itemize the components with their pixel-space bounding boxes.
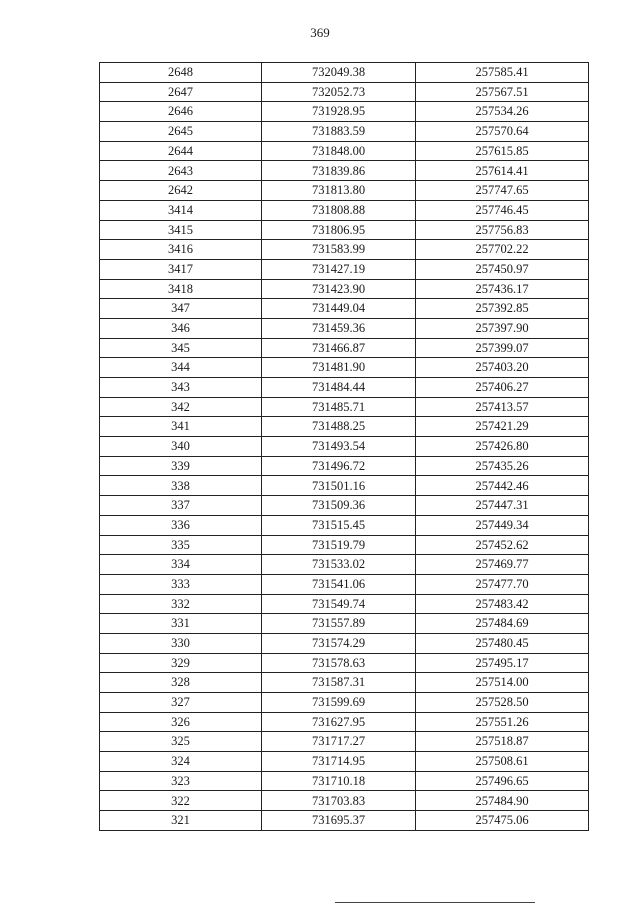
- x-coordinate-cell: 731501.16: [262, 476, 416, 496]
- x-coordinate-cell: 731839.86: [262, 161, 416, 181]
- y-coordinate-cell: 257483.42: [416, 594, 589, 614]
- table-row: [100, 141, 589, 161]
- y-coordinate-cell: 257496.65: [416, 771, 589, 791]
- point-id-cell: 324: [100, 752, 262, 772]
- table-row: [100, 82, 589, 102]
- x-coordinate-cell: 732049.38: [262, 63, 416, 83]
- point-id-cell: 344: [100, 358, 262, 378]
- y-coordinate-cell: 257484.69: [416, 614, 589, 634]
- point-id-cell: 2647: [100, 82, 262, 102]
- table-row: [100, 752, 589, 772]
- point-id-cell: 326: [100, 712, 262, 732]
- point-id-cell: 2645: [100, 122, 262, 142]
- y-coordinate-cell: 257518.87: [416, 732, 589, 752]
- x-coordinate-cell: 731578.63: [262, 653, 416, 673]
- table-row: [100, 633, 589, 653]
- footer-rule: [335, 902, 535, 903]
- table-row: [100, 791, 589, 811]
- point-id-cell: 3417: [100, 259, 262, 279]
- y-coordinate-cell: 257421.29: [416, 417, 589, 437]
- y-coordinate-cell: 257397.90: [416, 318, 589, 338]
- table-row: [100, 102, 589, 122]
- point-id-cell: 334: [100, 555, 262, 575]
- x-coordinate-cell: 731533.02: [262, 555, 416, 575]
- x-coordinate-cell: 731848.00: [262, 141, 416, 161]
- x-coordinate-cell: 731695.37: [262, 811, 416, 831]
- y-coordinate-cell: 257442.46: [416, 476, 589, 496]
- point-id-cell: 323: [100, 771, 262, 791]
- point-id-cell: 345: [100, 338, 262, 358]
- point-id-cell: 2644: [100, 141, 262, 161]
- x-coordinate-cell: 731710.18: [262, 771, 416, 791]
- x-coordinate-cell: 731519.79: [262, 535, 416, 555]
- point-id-cell: 346: [100, 318, 262, 338]
- y-coordinate-cell: 257495.17: [416, 653, 589, 673]
- point-id-cell: 340: [100, 437, 262, 457]
- x-coordinate-cell: 731928.95: [262, 102, 416, 122]
- y-coordinate-cell: 257746.45: [416, 200, 589, 220]
- y-coordinate-cell: 257585.41: [416, 63, 589, 83]
- x-coordinate-cell: 731703.83: [262, 791, 416, 811]
- table-row: [100, 181, 589, 201]
- table-row: [100, 358, 589, 378]
- point-id-cell: 331: [100, 614, 262, 634]
- table-row: [100, 673, 589, 693]
- y-coordinate-cell: 257435.26: [416, 456, 589, 476]
- y-coordinate-cell: 257426.80: [416, 437, 589, 457]
- point-id-cell: 3416: [100, 240, 262, 260]
- y-coordinate-cell: 257534.26: [416, 102, 589, 122]
- point-id-cell: 333: [100, 574, 262, 594]
- y-coordinate-cell: 257756.83: [416, 220, 589, 240]
- point-id-cell: 337: [100, 496, 262, 516]
- x-coordinate-cell: 731496.72: [262, 456, 416, 476]
- table-row: [100, 496, 589, 516]
- x-coordinate-cell: 731587.31: [262, 673, 416, 693]
- point-id-cell: 2648: [100, 63, 262, 83]
- x-coordinate-cell: 731484.44: [262, 378, 416, 398]
- table-row: [100, 712, 589, 732]
- point-id-cell: 341: [100, 417, 262, 437]
- y-coordinate-cell: 257399.07: [416, 338, 589, 358]
- point-id-cell: 330: [100, 633, 262, 653]
- y-coordinate-cell: 257449.34: [416, 515, 589, 535]
- page-number: 369: [310, 25, 330, 40]
- x-coordinate-cell: 731509.36: [262, 496, 416, 516]
- table-row: [100, 220, 589, 240]
- x-coordinate-cell: 731459.36: [262, 318, 416, 338]
- table-row: [100, 161, 589, 181]
- x-coordinate-cell: 731541.06: [262, 574, 416, 594]
- table-row: [100, 318, 589, 338]
- point-id-cell: 3418: [100, 279, 262, 299]
- point-id-cell: 2646: [100, 102, 262, 122]
- table-row: [100, 122, 589, 142]
- table-row: [100, 299, 589, 319]
- table-row: [100, 771, 589, 791]
- coordinates-table-body: [100, 63, 589, 831]
- table-row: [100, 200, 589, 220]
- point-id-cell: 3415: [100, 220, 262, 240]
- y-coordinate-cell: 257614.41: [416, 161, 589, 181]
- point-id-cell: 343: [100, 378, 262, 398]
- table-row: [100, 555, 589, 575]
- x-coordinate-cell: 731808.88: [262, 200, 416, 220]
- x-coordinate-cell: 731481.90: [262, 358, 416, 378]
- x-coordinate-cell: 731423.90: [262, 279, 416, 299]
- x-coordinate-cell: 731488.25: [262, 417, 416, 437]
- y-coordinate-cell: 257480.45: [416, 633, 589, 653]
- table-row: [100, 515, 589, 535]
- y-coordinate-cell: 257406.27: [416, 378, 589, 398]
- table-row: [100, 535, 589, 555]
- x-coordinate-cell: 731883.59: [262, 122, 416, 142]
- point-id-cell: 329: [100, 653, 262, 673]
- table-row: [100, 437, 589, 457]
- x-coordinate-cell: 731427.19: [262, 259, 416, 279]
- point-id-cell: 342: [100, 397, 262, 417]
- x-coordinate-cell: 731806.95: [262, 220, 416, 240]
- point-id-cell: 2643: [100, 161, 262, 181]
- y-coordinate-cell: 257392.85: [416, 299, 589, 319]
- point-id-cell: 2642: [100, 181, 262, 201]
- point-id-cell: 338: [100, 476, 262, 496]
- y-coordinate-cell: 257747.65: [416, 181, 589, 201]
- point-id-cell: 336: [100, 515, 262, 535]
- x-coordinate-cell: 731717.27: [262, 732, 416, 752]
- x-coordinate-cell: 732052.73: [262, 82, 416, 102]
- x-coordinate-cell: 731583.99: [262, 240, 416, 260]
- table-row: [100, 378, 589, 398]
- table-row: [100, 259, 589, 279]
- point-id-cell: 325: [100, 732, 262, 752]
- table-row: [100, 614, 589, 634]
- table-row: [100, 811, 589, 831]
- y-coordinate-cell: 257413.57: [416, 397, 589, 417]
- table-row: [100, 693, 589, 713]
- table-row: [100, 63, 589, 83]
- y-coordinate-cell: 257514.00: [416, 673, 589, 693]
- point-id-cell: 332: [100, 594, 262, 614]
- point-id-cell: 347: [100, 299, 262, 319]
- coordinates-table: [99, 62, 589, 831]
- y-coordinate-cell: 257508.61: [416, 752, 589, 772]
- x-coordinate-cell: 731574.29: [262, 633, 416, 653]
- x-coordinate-cell: 731449.04: [262, 299, 416, 319]
- table-row: [100, 240, 589, 260]
- y-coordinate-cell: 257570.64: [416, 122, 589, 142]
- y-coordinate-cell: 257447.31: [416, 496, 589, 516]
- table-row: [100, 279, 589, 299]
- x-coordinate-cell: 731485.71: [262, 397, 416, 417]
- table-row: [100, 594, 589, 614]
- table-row: [100, 417, 589, 437]
- table-row: [100, 338, 589, 358]
- table-row: [100, 732, 589, 752]
- x-coordinate-cell: 731466.87: [262, 338, 416, 358]
- table-row: [100, 476, 589, 496]
- table-row: [100, 456, 589, 476]
- table-row: [100, 653, 589, 673]
- point-id-cell: 339: [100, 456, 262, 476]
- y-coordinate-cell: 257551.26: [416, 712, 589, 732]
- y-coordinate-cell: 257484.90: [416, 791, 589, 811]
- table-row: [100, 397, 589, 417]
- y-coordinate-cell: 257615.85: [416, 141, 589, 161]
- x-coordinate-cell: 731627.95: [262, 712, 416, 732]
- x-coordinate-cell: 731549.74: [262, 594, 416, 614]
- y-coordinate-cell: 257475.06: [416, 811, 589, 831]
- x-coordinate-cell: 731813.80: [262, 181, 416, 201]
- x-coordinate-cell: 731599.69: [262, 693, 416, 713]
- y-coordinate-cell: 257567.51: [416, 82, 589, 102]
- point-id-cell: 321: [100, 811, 262, 831]
- y-coordinate-cell: 257403.20: [416, 358, 589, 378]
- point-id-cell: 322: [100, 791, 262, 811]
- y-coordinate-cell: 257469.77: [416, 555, 589, 575]
- point-id-cell: 328: [100, 673, 262, 693]
- x-coordinate-cell: 731493.54: [262, 437, 416, 457]
- point-id-cell: 3414: [100, 200, 262, 220]
- y-coordinate-cell: 257528.50: [416, 693, 589, 713]
- y-coordinate-cell: 257702.22: [416, 240, 589, 260]
- table-row: [100, 574, 589, 594]
- y-coordinate-cell: 257477.70: [416, 574, 589, 594]
- y-coordinate-cell: 257436.17: [416, 279, 589, 299]
- x-coordinate-cell: 731714.95: [262, 752, 416, 772]
- y-coordinate-cell: 257450.97: [416, 259, 589, 279]
- x-coordinate-cell: 731515.45: [262, 515, 416, 535]
- y-coordinate-cell: 257452.62: [416, 535, 589, 555]
- x-coordinate-cell: 731557.89: [262, 614, 416, 634]
- point-id-cell: 335: [100, 535, 262, 555]
- point-id-cell: 327: [100, 693, 262, 713]
